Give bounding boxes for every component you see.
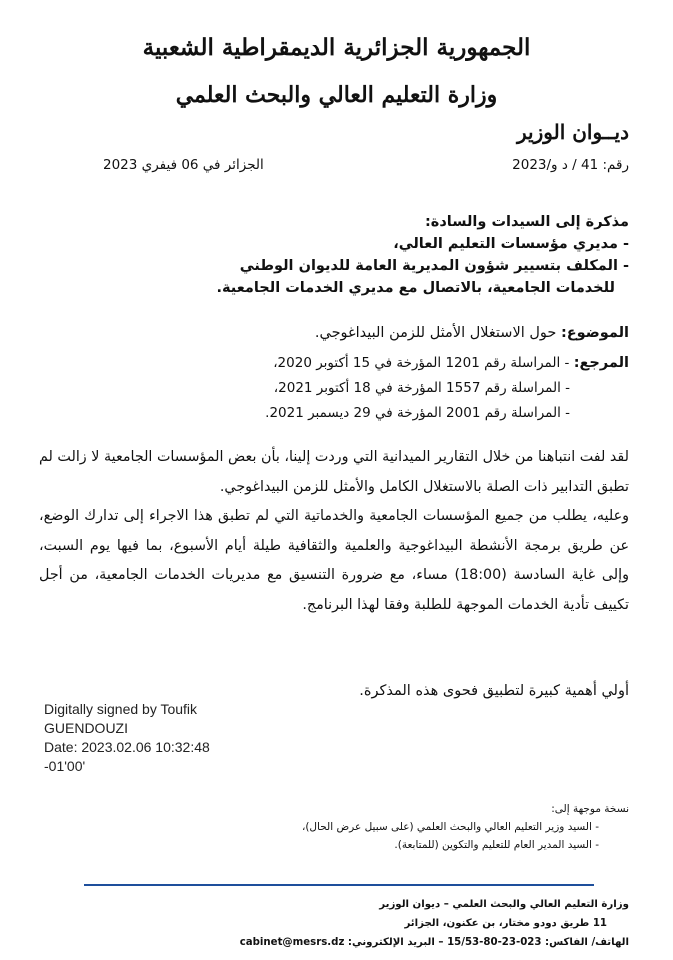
references — [265, 351, 629, 426]
subject-text: حول الاستغلال الأمثل للزمن البيداغوجي. — [314, 325, 561, 341]
republic-title: الجمهورية الجزائرية الديمقراطية الشعبية — [142, 34, 531, 61]
memo-recipient-2-continued: للخدمات الجامعية، بالاتصال مع مديري الخدمات الجامعية. — [216, 280, 615, 296]
memo-recipient-2: - المكلف بتسيير شؤون المديرية العامة للديوان الوطني — [239, 258, 629, 274]
signature-line-1: Digitally signed by Toufik — [44, 701, 198, 717]
copy-recipient: - السيد المدير العام للتعليم والتكوين (للمتابعة). — [394, 839, 599, 851]
footer — [240, 895, 629, 952]
memo-to: مذكرة إلى السيدات والسادة: — [424, 214, 629, 230]
reference-item: - المراسلة رقم 2001 المؤرخة في 29 ديسمبر 2021. — [265, 405, 570, 421]
reference-item: - المراسلة رقم 1557 المؤرخة في 18 أكتوبر 2021، — [273, 380, 570, 396]
footer-contact: الهاتف/ الفاكس: 023-23-80-15/53 – البريد الإلكتروني: cabinet@mesrs.dz — [239, 937, 629, 948]
memo-recipient-1: - مديري مؤسسات التعليم العالي، — [393, 236, 629, 252]
references-label: المرجع: — [573, 355, 629, 371]
subject-line — [315, 325, 629, 341]
copy-recipient: - السيد وزير التعليم العالي والبحث العلمي (على سبيل عرض الحال)، — [301, 821, 599, 833]
signature-date: Date: 2023.02.06 10:32:48 — [44, 739, 210, 755]
body-paragraph-2: وعليه، يطلب من جميع المؤسسات الجامعية والخدماتية التي لم تطبق هذا الاجراء إلى تدارك الوضع، عن طريق برمجة الأنشطة البيداغوجية والعلمية والثقافية طيلة أيام الأسبوع، بما فيها يوم السبت، وإلى غاية السادسة (18:00) مساء، مع ضرورة التنسيق مع مديريات الخدمات الجامعية، من أجل تكييف تأدية الخدمات الموجهة للطلبة وفقا لهذا البرنامج. — [39, 508, 629, 613]
reference-first-line — [265, 351, 629, 376]
body-paragraph-1: لقد لفت انتباهنا من خلال التقارير الميدانية التي وردت إلينا، بأن بعض المؤسسات الجامعية لا زالت لم تطبق التدابير ذات الصلة بالاستغلال الكامل والأمثل للزمن البيداغوجي. — [39, 449, 629, 495]
footer-ministry: وزارة التعليم العالي والبحث العلمي – ديوان الوزير — [379, 899, 629, 910]
memo-body — [39, 443, 629, 620]
copies-label: نسخة موجهة إلى: — [551, 803, 629, 815]
ministry-title: وزارة التعليم العالي والبحث العلمي — [175, 82, 498, 108]
signature-line-2: GUENDOUZI — [44, 720, 128, 736]
reference-item: - المراسلة رقم 1201 المؤرخة في 15 أكتوبر 2020، — [273, 355, 570, 371]
footer-divider — [84, 884, 594, 886]
memo-recipients — [149, 211, 629, 299]
reference-number: رقم: 41 / د و/2023 — [512, 157, 629, 173]
signature-timezone: -01'00' — [44, 758, 86, 774]
office-title: ديــوان الوزير — [517, 120, 629, 144]
subject-label: الموضوع: — [560, 325, 629, 341]
closing-line: أولي أهمية كبيرة لتطبيق فحوى هذه المذكرة. — [359, 683, 629, 699]
footer-address: 11 طريق دودو مختار، بن عكنون، الجزائر — [404, 918, 607, 929]
digital-signature — [44, 700, 244, 776]
copies-section — [302, 800, 629, 854]
document-date: الجزائر في 06 فيفري 2023 — [103, 157, 264, 173]
